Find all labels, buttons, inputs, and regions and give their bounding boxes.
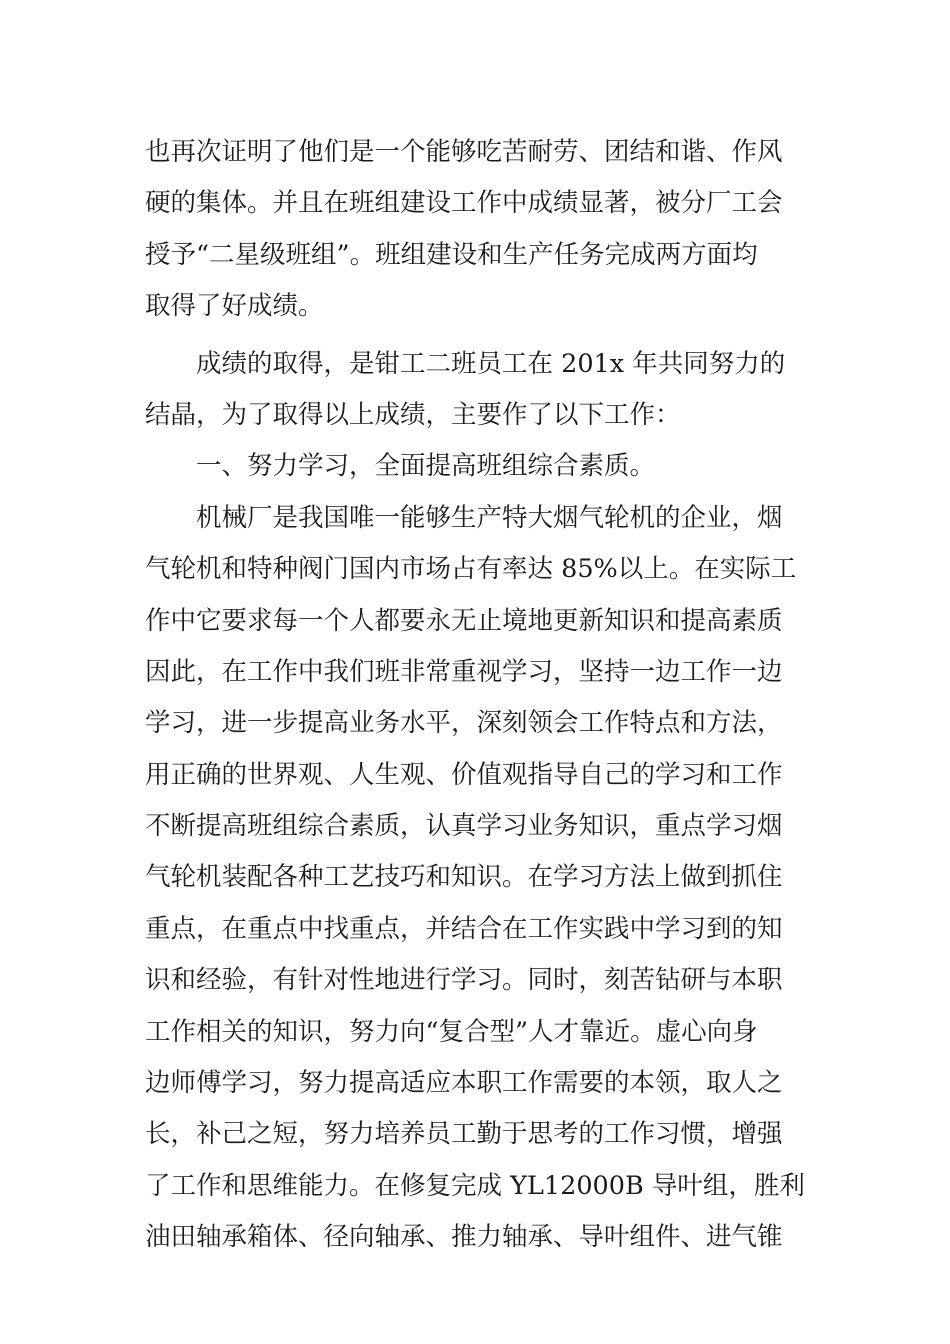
paragraph-3 <box>145 493 805 1264</box>
text-line: 作中它要求每一个人都要永无止境地更新知识和提高素质 <box>145 605 783 636</box>
paragraph-2 <box>145 339 805 442</box>
text-line: 工作相关的知识，努力向“复合型”人才靠近。虚心向身 <box>145 1016 758 1047</box>
heading-line: 一、努力学习，全面提高班组综合素质。 <box>196 451 656 482</box>
paragraph-1 <box>145 127 805 333</box>
text-line: 因此，在工作中我们班非常重视学习，坚持一边工作一边 <box>145 656 783 687</box>
text-line: 了工作和思维能力。在修复完成 YL12000B 导叶组，胜利 <box>145 1170 805 1201</box>
text-line: 不断提高班组综合素质，认真学习业务知识，重点学习烟 <box>145 811 783 842</box>
document-body <box>145 127 805 1264</box>
text-line: 气轮机装配各种工艺技巧和知识。在学习方法上做到抓住 <box>145 862 783 893</box>
text-line: 成绩的取得，是钳工二班员工在 201x 年共同努力的 <box>196 348 786 379</box>
text-line: 取得了好成绩。 <box>145 291 324 322</box>
text-line: 授予“二星级班组”。班组建设和生产任务完成两方面均 <box>145 239 758 270</box>
section-heading <box>145 441 805 492</box>
text-line: 学习，进一步提高业务水平，深刻领会工作特点和方法， <box>145 708 783 739</box>
text-line: 也再次证明了他们是一个能够吃苦耐劳、团结和谐、作风 <box>145 137 783 167</box>
text-line: 重点，在重点中找重点，并结合在工作实践中学习到的知 <box>145 913 783 944</box>
text-line: 气轮机和特种阀门国内市场占有率达 85%以上。在实际工 <box>145 554 797 585</box>
text-line: 识和经验，有针对性地进行学习。同时，刻苦钻研与本职 <box>145 965 783 996</box>
text-line: 结晶，为了取得以上成绩，主要作了以下工作： <box>145 399 681 430</box>
text-line: 用正确的世界观、人生观、价值观指导自己的学习和工作 <box>145 759 783 790</box>
text-line: 油田轴承箱体、径向轴承、推力轴承、导叶组件、进气锥 <box>145 1222 783 1253</box>
text-line: 机械厂是我国唯一能够生产特大烟气轮机的企业，烟 <box>196 502 783 533</box>
text-line: 边师傅学习，努力提高适应本职工作需要的本领，取人之 <box>145 1068 783 1099</box>
text-line: 长，补己之短，努力培养员工勤于思考的工作习惯，增强 <box>145 1119 783 1150</box>
text-line: 硬的集体。并且在班组建设工作中成绩显著，被分厂工会 <box>145 188 783 219</box>
